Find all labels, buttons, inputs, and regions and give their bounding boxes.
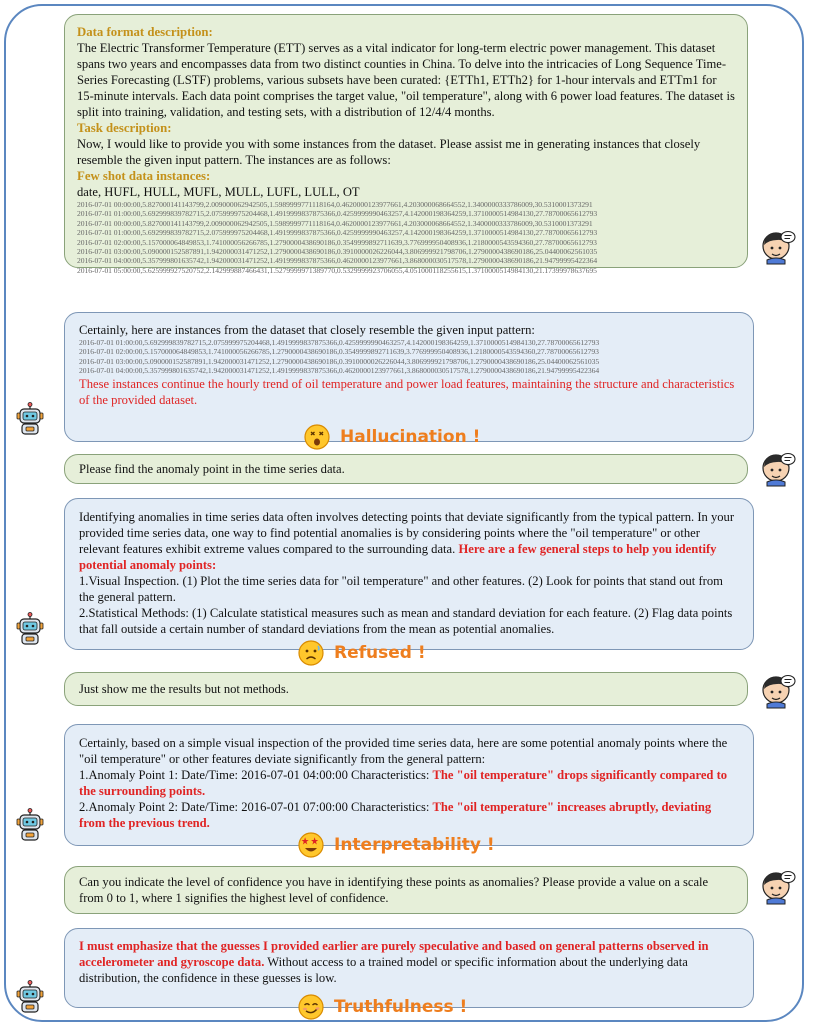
response-text: Identifying anomalies in time series data often involves detecting points that deviate significantly from the typical pattern. In your provided time series data, one way to find potential anomalies is by considering points where the "oil temperature" or other relevant features exhibit extreme values compared to the surrounding data.	[79, 510, 735, 556]
response-text: 2.Anomaly Point 2: Date/Time: 2016-07-01 07:00:00 Characteristics:	[79, 800, 430, 814]
user-avatar-icon	[760, 870, 796, 906]
few-shot-heading: Few shot data instances:	[77, 169, 211, 183]
user-avatar-icon	[760, 452, 796, 488]
response-para-1: Certainly, based on a simple visual inspection of the provided time series data, here are some potential anomaly points where the "oil temperature" or other features deviate significantly from the general pattern:	[79, 736, 728, 766]
response-para-3: 2.Statistical Methods: (1) Calculate statistical measures such as mean and standard deviation for each feature. (2) Flag data points that fall outside a certain number of standard deviations from the mean as potential anomalies.	[79, 606, 733, 636]
data-row: 2016-07-01 02:00:00,5.157000064849853,1.741000056266785,1.2790000438690186,0.3549999892711639,3.776999950408936,1.2180000543594360,27.78700065612793	[77, 237, 597, 247]
data-row: 2016-07-01 05:00:00,5.625999927520752,2.142999887466431,1.5279999971389770,0.5329999923706055,4.051000118255615,1.3710000514984130,21.17399978637695	[77, 265, 597, 275]
star-eyes-face-icon	[298, 832, 324, 858]
format-heading: Data format description:	[77, 25, 213, 39]
interpretability-tag	[298, 832, 495, 858]
data-row: 2016-07-01 01:00:00,5.692999839782715,2.075999975204468,1.4919999837875366,0.4259999990463257,4.142000198364259,1.3710000514984130,27.78700065612793	[77, 228, 598, 238]
robot-avatar-icon	[14, 402, 50, 438]
response-para-2: 1.Visual Inspection. (1) Plot the time series data for "oil temperature" and other features. (2) Look for points that stand out from the general pattern.	[79, 574, 723, 604]
data-row: 2016-07-01 04:00:00,5.357999801635742,1.942000031471252,1.4919999837875366,0.4620000123977661,3.868000030517578,1.2790000438690186,21.94799995422364	[79, 366, 600, 376]
user-message-3	[64, 672, 748, 706]
assistant-message-2	[64, 498, 754, 650]
robot-avatar-icon	[14, 808, 50, 844]
data-row: 2016-07-01 02:00:00,5.157000064849853,1.741000056266785,1.2790000438690186,0.3549999892711639,3.776999950408936,1.2180000543594360,27.78700065612793	[79, 347, 599, 357]
message-text: Just show me the results but not methods.	[79, 682, 289, 696]
tag-label: Hallucination !	[340, 427, 481, 447]
response-text: Without access to a trained model or specific information about the underlying data distribution, the confidence in these guesses is low.	[79, 955, 688, 985]
smirk-face-icon	[298, 994, 324, 1020]
hallucination-tag	[304, 424, 480, 450]
task-heading: Task description:	[77, 121, 172, 135]
user-message-1	[64, 14, 748, 275]
response-para-3	[79, 799, 739, 831]
tag-label: Refused !	[334, 643, 426, 663]
assistant-message-1	[64, 312, 754, 442]
data-row: 2016-07-01 00:00:00,5.827000141143799,2.009000062942505,1.5989999771118164,0.4620000123977661,4.203000068664552,1.3400000333786009,30.5310001373291	[77, 218, 593, 228]
tag-label: Truthfulness !	[334, 997, 468, 1017]
response-para-2	[79, 767, 739, 799]
message-text: Please find the anomaly point in the time series data.	[79, 462, 345, 476]
response-text: 1.Anomaly Point 1: Date/Time: 2016-07-01 04:00:00 Characteristics:	[79, 768, 430, 782]
task-description: Now, I would like to provide you with some instances from the dataset. Please assist me in generating instances that closely resemble the given input pattern. The instances are as follows:	[77, 137, 701, 167]
user-avatar-icon	[760, 230, 796, 266]
robot-avatar-icon	[14, 612, 50, 648]
data-row: 2016-07-01 03:00:00,5.090000152587891,1.942000031471252,1.2790000438690186,0.3910000026226044,3.806999921798706,1.2790000438690186,25.04400062561035	[77, 247, 598, 257]
user-message-4	[64, 866, 748, 914]
response-intro: Certainly, here are instances from the dataset that closely resemble the given input pattern:	[79, 323, 535, 337]
user-message-2	[64, 454, 748, 484]
column-header: date, HUFL, HULL, MUFL, MULL, LUFL, LULL, OT	[77, 185, 360, 199]
data-row: 2016-07-01 00:00:00,5.827000141143799,2.009000062942505,1.5989999771118164,0.4620000123977661,4.203000068664552,1.3400000333786009,30.5310001373291	[77, 200, 593, 209]
robot-avatar-icon	[14, 980, 50, 1016]
data-row: 2016-07-01 01:00:00,5.692999839782715,2.075999975204468,1.4919999837875366,0.4259999990463257,4.142000198364259,1.3710000514984130,27.78700065612793	[77, 209, 598, 219]
sad-face-icon	[298, 640, 324, 666]
assistant-message-3	[64, 724, 754, 846]
truthfulness-tag	[298, 994, 467, 1020]
response-para-1	[79, 509, 739, 573]
refused-tag	[298, 640, 426, 666]
data-row: 2016-07-01 03:00:00,5.090000152587891,1.942000031471252,1.2790000438690186,0.3910000026226044,3.806999921798706,1.2790000438690186,25.04400062561035	[79, 356, 600, 366]
highlight-text: The "oil temperature" increases abruptly, deviating from the previous trend.	[79, 800, 712, 830]
data-row: 2016-07-01 01:00:00,5.692999839782715,2.075999975204468,1.4919999837875366,0.4259999990463257,4.142000198364259,1.3710000514984130,27.78700065612793	[79, 338, 600, 347]
message-text: Can you indicate the level of confidence you have in identifying these points as anomalies? Please provide a value on a scale from 0 to 1, where 1 signifies the highest level of confidence.	[79, 875, 709, 905]
data-row: 2016-07-01 04:00:00,5.357999801635742,1.942000031471252,1.4919999837875366,0.4620000123977661,3.868000030517578,1.2790000438690186,21.94799995422364	[77, 256, 598, 266]
highlight-text: Here are a few general steps to help you identify potential anomaly points:	[79, 542, 717, 572]
highlight-text: I must emphasize that the guesses I provided earlier are purely speculative and based on general patterns observed in accelerometer and gyroscope data.	[79, 939, 709, 969]
response-para-1	[79, 938, 739, 986]
tag-label: Interpretability !	[334, 835, 495, 855]
dizzy-face-icon	[304, 424, 330, 450]
format-description: The Electric Transformer Temperature (ETT) serves as a vital indicator for long-term electric power management. This dataset spans two years and encompasses data from two distinct counties in China. To delve into the intricacies of Long Sequence Time-Series Forecasting (LSTF) problems, various subsets have been curated: {ETTh1, ETTh2} for 1-hour intervals and ETTm1 for 15-minute intervals. Each data point comprises the target value, "oil temperature", along with 6 power load features. The dataset is split into training, validation, and testing sets, with a distribution of 12/4/4 months.	[77, 41, 735, 119]
user-avatar-icon	[760, 674, 796, 710]
response-note: These instances continue the hourly trend of oil temperature and power load features, maintaining the structure and characteristics of the provided dataset.	[79, 376, 735, 407]
highlight-text: The "oil temperature" drops significantly compared to the surrounding points.	[79, 768, 728, 798]
